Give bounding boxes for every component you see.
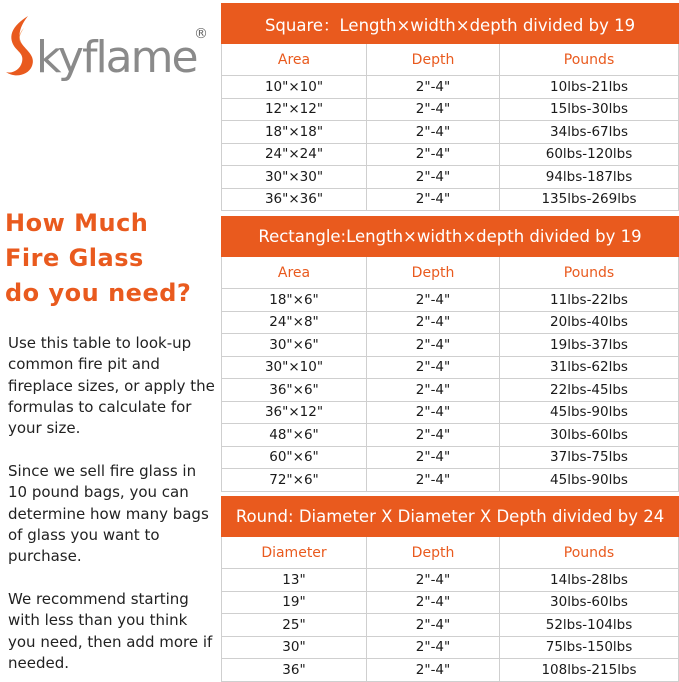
pounds-cell: 60lbs-120lbs: [500, 143, 679, 166]
size-cell: 12"×12": [222, 98, 367, 121]
registered-mark: ®: [194, 26, 208, 42]
bags-paragraph: Since we sell fire glass in 10 pound bags, you can determine how many bags of glass you want to purchase.: [8, 462, 209, 566]
depth-cell: 2"-4": [367, 289, 500, 312]
pounds-cell: 34lbs-67lbs: [500, 121, 679, 144]
size-cell: 13": [222, 569, 367, 592]
column-header: Depth: [367, 537, 500, 569]
size-cell: 25": [222, 614, 367, 637]
depth-cell: 2"-4": [367, 121, 500, 144]
depth-cell: 2"-4": [367, 614, 500, 637]
size-cell: 30"×30": [222, 166, 367, 189]
table-row: [222, 76, 679, 99]
depth-cell: 2"-4": [367, 424, 500, 447]
pounds-cell: 14lbs-28lbs: [500, 569, 679, 592]
size-cell: 36": [222, 659, 367, 682]
rectangle-table: [221, 216, 679, 492]
column-header: Depth: [367, 257, 500, 289]
pounds-cell: 30lbs-60lbs: [500, 591, 679, 614]
table-row: [222, 98, 679, 121]
table-row: [222, 379, 679, 402]
pounds-cell: 45lbs-90lbs: [500, 401, 679, 424]
depth-cell: 2"-4": [367, 143, 500, 166]
size-cell: 30": [222, 636, 367, 659]
column-header: Pounds: [500, 257, 679, 289]
table-title: Round: Diameter X Diameter X Depth divided by 24: [222, 497, 679, 537]
table-row: [222, 636, 679, 659]
pounds-cell: 75lbs-150lbs: [500, 636, 679, 659]
size-cell: 60"×6": [222, 446, 367, 469]
depth-cell: 2"-4": [367, 659, 500, 682]
size-cell: 18"×6": [222, 289, 367, 312]
column-header: Pounds: [500, 537, 679, 569]
size-cell: 24"×8": [222, 311, 367, 334]
table-title: Square：Length×width×depth divided by 19: [222, 4, 679, 44]
size-cell: 36"×6": [222, 379, 367, 402]
table-row: [222, 311, 679, 334]
depth-cell: 2"-4": [367, 401, 500, 424]
table-row: [222, 289, 679, 312]
heading-line: do you need?: [5, 279, 192, 307]
table-row: [222, 143, 679, 166]
table-row: [222, 401, 679, 424]
table-title: Rectangle:Length×width×depth divided by 19: [222, 217, 679, 257]
size-cell: 18"×18": [222, 121, 367, 144]
pounds-cell: 45lbs-90lbs: [500, 469, 679, 492]
depth-cell: 2"-4": [367, 166, 500, 189]
table-row: [222, 659, 679, 682]
depth-cell: 2"-4": [367, 636, 500, 659]
column-header: Pounds: [500, 44, 679, 76]
square-table: [221, 3, 679, 211]
depth-cell: 2"-4": [367, 446, 500, 469]
size-cell: 72"×6": [222, 469, 367, 492]
size-cell: 19": [222, 591, 367, 614]
page-heading: [5, 206, 215, 311]
pounds-cell: 30lbs-60lbs: [500, 424, 679, 447]
heading-line: How Much: [5, 209, 149, 237]
pounds-cell: 11lbs-22lbs: [500, 289, 679, 312]
table-row: [222, 188, 679, 211]
table-row: [222, 469, 679, 492]
pounds-cell: 135lbs-269lbs: [500, 188, 679, 211]
logo-wordmark: kyflame: [36, 32, 197, 83]
table-row: [222, 591, 679, 614]
size-cell: 36"×12": [222, 401, 367, 424]
round-table: [221, 496, 679, 682]
depth-cell: 2"-4": [367, 569, 500, 592]
table-row: [222, 334, 679, 357]
depth-cell: 2"-4": [367, 311, 500, 334]
pounds-cell: 10lbs-21lbs: [500, 76, 679, 99]
depth-cell: 2"-4": [367, 379, 500, 402]
depth-cell: 2"-4": [367, 188, 500, 211]
size-cell: 24"×24": [222, 143, 367, 166]
table-row: [222, 166, 679, 189]
intro-paragraph: Use this table to look-up common fire pit and fireplace sizes, or apply the formulas to calculate for your size.: [8, 334, 215, 438]
pounds-cell: 31lbs-62lbs: [500, 356, 679, 379]
size-cell: 30"×6": [222, 334, 367, 357]
pounds-cell: 108lbs-215lbs: [500, 659, 679, 682]
left-panel: [0, 0, 218, 681]
pounds-cell: 19lbs-37lbs: [500, 334, 679, 357]
table-row: [222, 424, 679, 447]
pounds-cell: 20lbs-40lbs: [500, 311, 679, 334]
table-row: [222, 614, 679, 637]
skyflame-logo: [2, 12, 216, 82]
column-header: Area: [222, 44, 367, 76]
pounds-cell: 52lbs-104lbs: [500, 614, 679, 637]
pounds-cell: 37lbs-75lbs: [500, 446, 679, 469]
depth-cell: 2"-4": [367, 76, 500, 99]
table-row: [222, 121, 679, 144]
heading-line: Fire Glass: [5, 244, 144, 272]
pounds-cell: 22lbs-45lbs: [500, 379, 679, 402]
depth-cell: 2"-4": [367, 334, 500, 357]
pounds-cell: 94lbs-187lbs: [500, 166, 679, 189]
recommendation-paragraph: We recommend starting with less than you think you need, then add more if needed.: [8, 590, 213, 672]
depth-cell: 2"-4": [367, 356, 500, 379]
column-header: Diameter: [222, 537, 367, 569]
column-header: Depth: [367, 44, 500, 76]
pounds-cell: 15lbs-30lbs: [500, 98, 679, 121]
size-cell: 10"×10": [222, 76, 367, 99]
size-cell: 30"×10": [222, 356, 367, 379]
depth-cell: 2"-4": [367, 469, 500, 492]
depth-cell: 2"-4": [367, 98, 500, 121]
table-row: [222, 356, 679, 379]
table-row: [222, 446, 679, 469]
table-row: [222, 569, 679, 592]
depth-cell: 2"-4": [367, 591, 500, 614]
size-cell: 48"×6": [222, 424, 367, 447]
size-cell: 36"×36": [222, 188, 367, 211]
column-header: Area: [222, 257, 367, 289]
